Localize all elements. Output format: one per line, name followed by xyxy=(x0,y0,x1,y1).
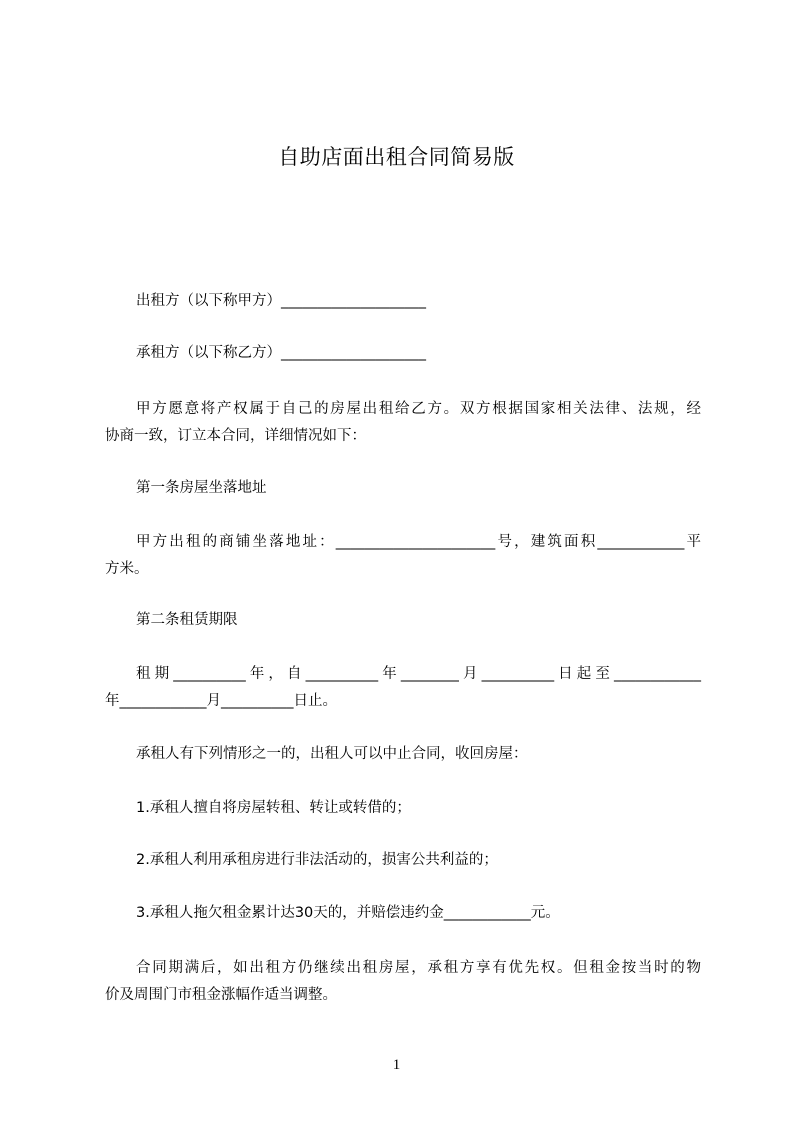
article2-heading: 第二条租赁期限 xyxy=(136,612,238,628)
termination-item-1: 1.承租人擅自将房屋转租、转让或转借的； xyxy=(136,800,411,816)
article2-row-2: 年____________月__________日止。 xyxy=(105,693,337,709)
intro-row-2: 协商一致，订立本合同，详细情况如下： xyxy=(105,428,366,444)
termination-item-3: 3.承租人拖欠租金累计达30天的，并赔偿违约金____________元。 xyxy=(136,905,560,921)
termination-intro: 承租人有下列情形之一的，出租人可以中止合同，收回房屋： xyxy=(136,746,528,762)
intro-paragraph xyxy=(105,396,701,450)
document-title: 自助店面出租合同简易版 xyxy=(278,145,515,169)
renewal-row-1: 合同期满后，如出租方仍继续出租房屋，承租方享有优先权。但租金按当时的物 xyxy=(136,960,701,976)
renewal-row-2: 价及周围门市租金涨幅作适当调整。 xyxy=(105,987,337,1003)
article2-row-1: 租期__________年，自__________年________月__________日起至____________ xyxy=(136,666,701,682)
termination-item-2: 2.承租人利用承租房进行非法活动的，损害公共利益的； xyxy=(136,852,498,868)
article2-paragraph xyxy=(105,661,701,715)
renewal-paragraph xyxy=(105,955,701,1009)
article1-row-2: 方米。 xyxy=(105,561,149,577)
intro-row-1: 甲方愿意将产权属于自己的房屋出租给乙方。双方根据国家相关法律、法规，经 xyxy=(136,401,701,417)
article1-paragraph xyxy=(105,529,701,583)
lessor-line: 出租方（以下称甲方）____________________ xyxy=(136,293,426,309)
article1-heading: 第一条房屋坐落地址 xyxy=(136,480,267,496)
lessee-line: 承租方（以下称乙方）____________________ xyxy=(136,345,426,361)
article1-row-1: 甲方出租的商铺坐落地址：______________________号，建筑面积____________平 xyxy=(136,534,701,550)
page-number: 1 xyxy=(392,1057,401,1073)
